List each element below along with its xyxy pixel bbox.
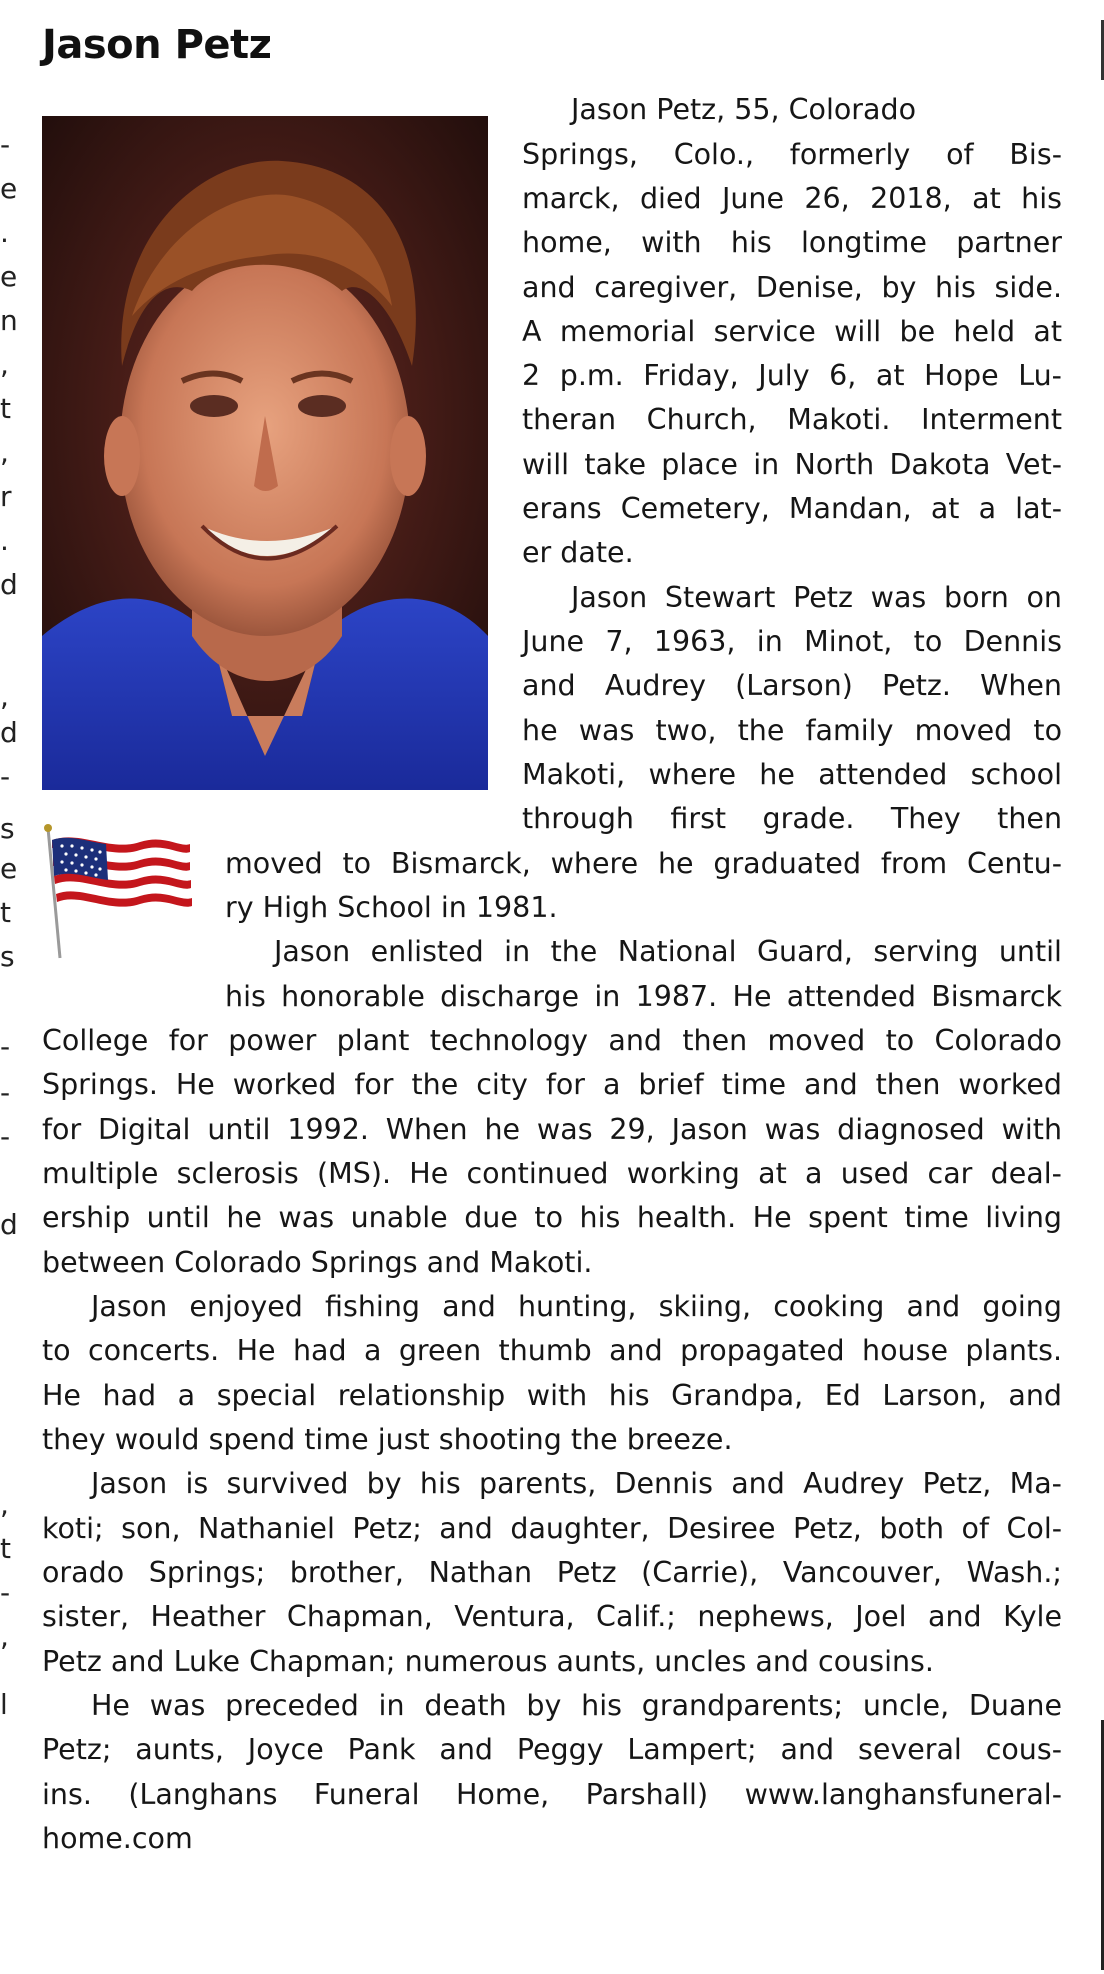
fragment: - bbox=[0, 128, 11, 161]
body-line: A memorial service will be held at bbox=[522, 315, 1063, 348]
fragment: , bbox=[0, 680, 9, 713]
fragment: e bbox=[0, 260, 18, 293]
fragment: d bbox=[0, 1208, 18, 1241]
body-line: marck, died June 26, 2018, at his bbox=[522, 182, 1062, 215]
body-line: June 7, 1963, in Minot, to Dennis bbox=[522, 625, 1062, 658]
fragment: n bbox=[0, 304, 18, 337]
fragment: t bbox=[0, 896, 11, 929]
fragment: s bbox=[0, 812, 15, 845]
body-line: multiple sclerosis (MS). He continued working at a used car deal- bbox=[42, 1157, 1062, 1190]
fragment: t bbox=[0, 392, 11, 425]
fragment: - bbox=[0, 1030, 11, 1063]
body-line: and Audrey (Larson) Petz. When bbox=[522, 669, 1062, 702]
fragment: d bbox=[0, 568, 18, 601]
fragment: d bbox=[0, 716, 18, 749]
body-line: ins. (Langhans Funeral Home, Parshall) www.langhansfuneral- bbox=[42, 1778, 1063, 1811]
body-line: home, with his longtime partner bbox=[522, 226, 1062, 259]
body-line: Makoti, where he attended school bbox=[522, 758, 1062, 791]
body-line: ry High School in 1981. bbox=[225, 891, 558, 924]
body-line: Jason Petz, 55, Colorado bbox=[571, 93, 917, 126]
body-line: through first grade. They then bbox=[522, 802, 1063, 835]
fragment: s bbox=[0, 940, 15, 973]
body-line: for Digital until 1992. When he was 29, Jason was diagnosed with bbox=[42, 1113, 1063, 1146]
body-line: moved to Bismarck, where he graduated from Centu- bbox=[225, 847, 1062, 880]
fragment: l bbox=[0, 1688, 8, 1721]
fragment: , bbox=[0, 1488, 9, 1521]
body-line: home.com bbox=[42, 1822, 193, 1855]
body-line: er date. bbox=[522, 536, 634, 569]
obituary-name-heading: Jason Petz bbox=[42, 22, 272, 68]
body-line: Jason enlisted in the National Guard, serving until bbox=[274, 935, 1062, 968]
body-line: Springs, Colo., formerly of Bis- bbox=[522, 138, 1062, 171]
body-line: theran Church, Makoti. Interment bbox=[522, 403, 1062, 436]
body-line: 2 p.m. Friday, July 6, at Hope Lu- bbox=[522, 359, 1062, 392]
fragment: - bbox=[0, 760, 11, 793]
fragment: r bbox=[0, 480, 12, 513]
fragment: e bbox=[0, 852, 18, 885]
fragment: t bbox=[0, 1532, 11, 1565]
body-line: between Colorado Springs and Makoti. bbox=[42, 1246, 593, 1279]
fragment: - bbox=[0, 1120, 11, 1153]
fragment: e bbox=[0, 172, 18, 205]
body-line: College for power plant technology and then moved to Colorado bbox=[42, 1024, 1062, 1057]
body-line: to concerts. He had a green thumb and propagated house plants. bbox=[42, 1334, 1063, 1367]
body-line: he was two, the family moved to bbox=[522, 714, 1063, 747]
body-line: will take place in North Dakota Vet- bbox=[522, 448, 1063, 481]
body-line: orado Springs; brother, Nathan Petz (Carrie), Vancouver, Wash.; bbox=[42, 1556, 1062, 1589]
body-line: He had a special relationship with his Grandpa, Ed Larson, and bbox=[42, 1379, 1063, 1412]
fragment: . bbox=[0, 216, 9, 249]
fragment: - bbox=[0, 1576, 11, 1609]
body-line: koti; son, Nathaniel Petz; and daughter, Desiree Petz, both of Col- bbox=[42, 1512, 1063, 1545]
fragment: , bbox=[0, 436, 9, 469]
body-line: and caregiver, Denise, by his side. bbox=[522, 271, 1063, 304]
body-line: He was preceded in death by his grandparents; uncle, Duane bbox=[91, 1689, 1063, 1722]
fragment: . bbox=[0, 524, 9, 557]
body-line: they would spend time just shooting the breeze. bbox=[42, 1423, 733, 1456]
body-line: Jason is survived by his parents, Dennis and Audrey Petz, Ma- bbox=[91, 1467, 1062, 1500]
body-line: Jason enjoyed fishing and hunting, skiing, cooking and going bbox=[91, 1290, 1062, 1323]
body-line: Petz and Luke Chapman; numerous aunts, uncles and cousins. bbox=[42, 1645, 934, 1678]
fragment: , bbox=[0, 1620, 9, 1653]
body-line: Jason Stewart Petz was born on bbox=[571, 581, 1062, 614]
body-line: Springs. He worked for the city for a brief time and then worked bbox=[42, 1068, 1063, 1101]
fragment: - bbox=[0, 1076, 11, 1109]
body-line: Petz; aunts, Joyce Pank and Peggy Lampert; and several cous- bbox=[42, 1733, 1063, 1766]
body-line: erans Cemetery, Mandan, at a lat- bbox=[522, 492, 1062, 525]
body-line: his honorable discharge in 1987. He attended Bismarck bbox=[225, 980, 1063, 1013]
fragment: , bbox=[0, 348, 9, 381]
body-line: sister, Heather Chapman, Ventura, Calif.; nephews, Joel and Kyle bbox=[42, 1600, 1063, 1633]
body-line: ership until he was unable due to his health. He spent time living bbox=[42, 1201, 1063, 1234]
